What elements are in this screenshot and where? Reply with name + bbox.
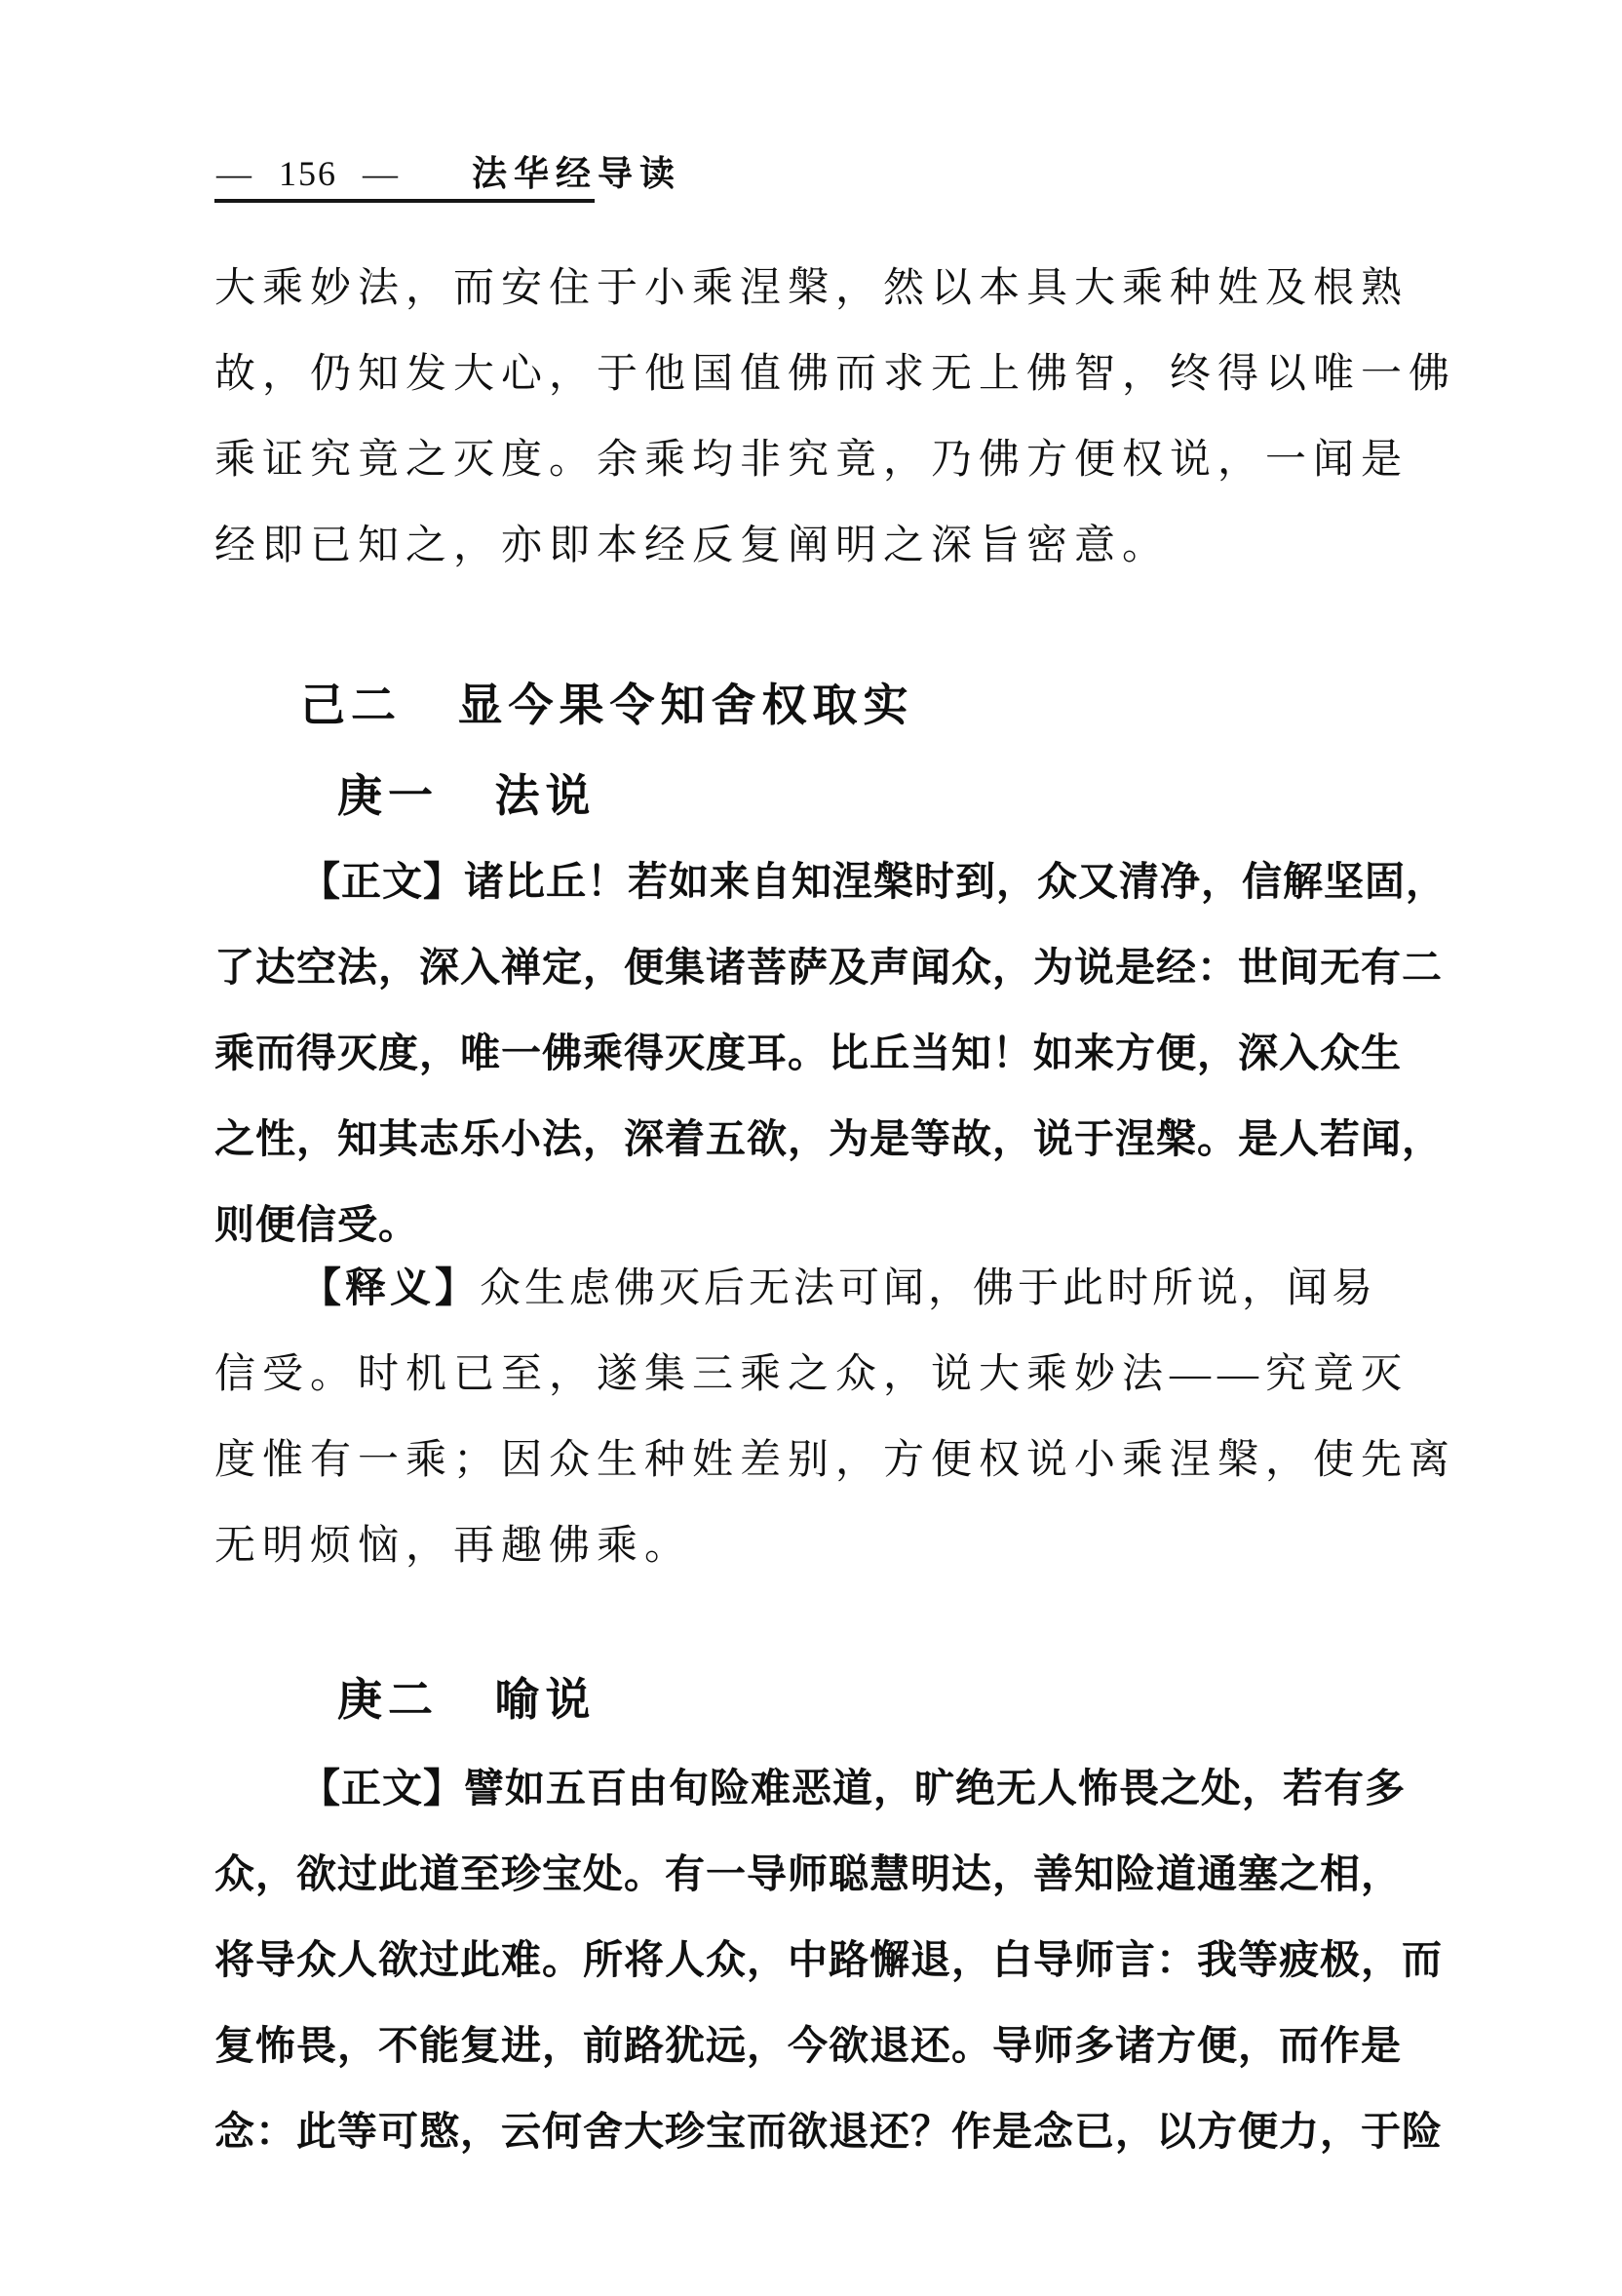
subsection-yushuo-title: 喻说 [494,1675,597,1725]
scripture-fashuo-line-2: 了达空法，深入禅定，便集诸菩萨及声闻众，为说是经：世间无有二 [214,945,1443,990]
scripture-label-2: 【正文】 [300,1766,464,1810]
scripture-yushuo-line-3: 将导众人欲过此难。所将人众，中路懈退，白导师言：我等疲极，而 [214,1937,1443,1982]
scripture-yushuo-line-4: 复怖畏，不能复进，前路犹远，今欲退还。导师多诸方便，而作是 [214,2023,1402,2068]
subsection-fashuo-number: 庚一 [337,771,439,821]
page-header [216,146,681,201]
subsection-heading-yushuo [337,1669,597,1732]
section-heading-number: 己二 [300,681,402,730]
scripture-yushuo-line-2: 众，欲过此道至珍宝处。有一导师聪慧明达，善知险道通塞之相， [214,1851,1402,1896]
commentary-line-2: 信受。时机已至，遂集三乘之众，说大乘妙法——究竟灭 [214,1352,1410,1397]
scripture-fashuo-line-5: 则便信受。 [214,1202,419,1247]
commentary-line-1 [214,1246,1427,1332]
scripture-fashuo-first-line: 诸比丘！若如来自知涅槃时到，众又清净，信解坚固， [464,859,1447,904]
scripture-paragraph-yushuo [214,1745,1443,2174]
section-heading-title: 显今果令知舍权取实 [457,681,914,730]
scripture-yushuo-line-5: 念：此等可愍，云何舍大珍宝而欲退还？作是念已，以方便力，于险 [214,2109,1443,2154]
scripture-paragraph-fashuo [214,838,1447,1267]
section-heading [300,675,914,737]
intro-paragraph [214,246,1457,589]
scripture-yushuo-line-1 [214,1745,1427,1831]
header-rule [214,199,595,203]
scripture-yushuo-first-line: 譬如五百由旬险难恶道，旷绝无人怖畏之处，若有多 [464,1766,1406,1810]
header-book-title: 法华经导读 [472,154,682,193]
commentary-line-4: 无明烦恼，再趣佛乘。 [214,1524,693,1569]
scripture-fashuo-line-3: 乘而得灭度，唯一佛乘得灭度耳。比丘当知！如来方便，深入众生 [214,1031,1402,1075]
header-page-number: 156 [279,154,337,193]
subsection-heading-fashuo [337,765,597,828]
header-left-dash: — [216,154,253,193]
subsection-yushuo-number: 庚二 [337,1675,439,1725]
commentary-paragraph [214,1246,1457,1589]
intro-line-1: 大乘妙法，而安住于小乘涅槃，然以本具大乘种姓及根熟 [214,266,1410,311]
commentary-label: 【释义】 [300,1266,481,1311]
scripture-fashuo-line-1 [214,838,1447,924]
commentary-first-line: 众生虑佛灭后无法可闻，佛于此时所说，闻易 [480,1266,1377,1311]
scripture-label: 【正文】 [300,859,464,904]
scripture-fashuo-line-4: 之性，知其志乐小法，深着五欲，为是等故，说于涅槃。是人若闻， [214,1116,1443,1161]
intro-line-3: 乘证究竟之灭度。余乘均非究竟，乃佛方便权说，一闻是 [214,438,1410,483]
intro-line-4: 经即已知之，亦即本经反复阐明之深旨密意。 [214,524,1171,568]
intro-line-2: 故，仍知发大心，于他国值佛而求无上佛智，终得以唯一佛 [214,352,1457,397]
commentary-line-3: 度惟有一乘；因众生种姓差别，方便权说小乘涅槃，使先离 [214,1438,1457,1483]
header-right-dash: — [363,154,400,193]
subsection-fashuo-title: 法说 [494,771,597,821]
